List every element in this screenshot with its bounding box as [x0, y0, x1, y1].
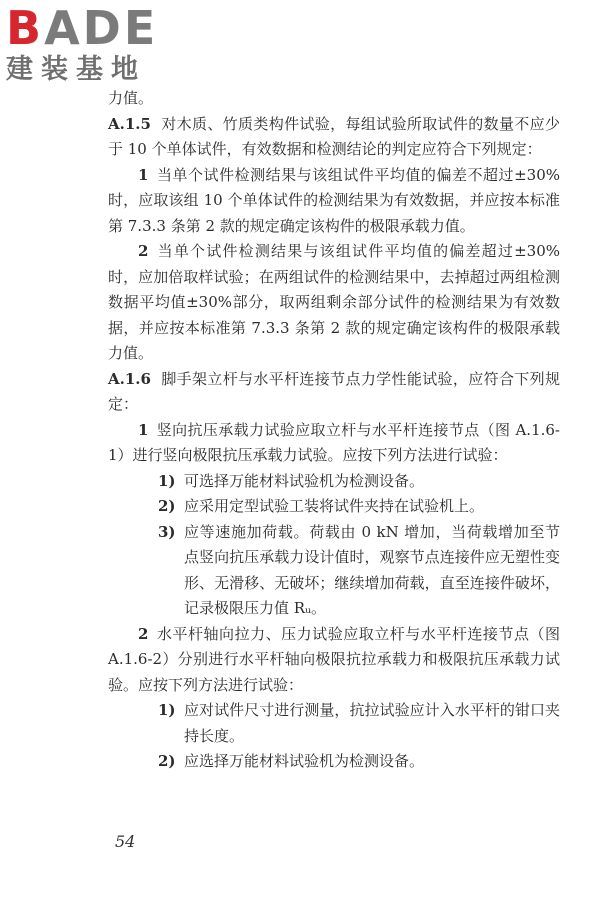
item-number: 2 — [138, 624, 149, 643]
sub-step — [108, 494, 560, 520]
logo-subtitle: 建装基地 — [6, 54, 146, 85]
item-text: 当单个试件检测结果与该组试件平均值的偏差不超过±30%时，应取该组 10 个单体试件的检测结果为有效数据，并应按本标准第 7.3.3 条第 2 款的规定确定该构件的极限承载力值。 — [108, 165, 560, 235]
step-marker: 1) — [158, 471, 176, 490]
clause-number: A.1.5 — [108, 114, 151, 133]
clause-number: A.1.6 — [108, 369, 151, 388]
item-text: 竖向抗压承载力试验应取立杆与水平杆连接节点（图 A.1.6-1）进行竖向极限抗压承载力试验。应按下列方法进行试验： — [108, 420, 560, 464]
item-text: 当单个试件检测结果与该组试件平均值的偏差超过±30%时，应加倍取样试验；在两组试件的检测结果中，去掉超过两组检测数据平均值±30%部分，取两组剩余部分试件的检测结果为有效数据，并应按本标准第 7.3.3 条第 2 款的规定确定该构件的极限承载力值。 — [108, 242, 560, 362]
clause-a-1-5 — [108, 112, 560, 163]
clause-item — [108, 163, 560, 240]
clause-text: 对木质、竹质类构件试验，每组试验所取试件的数量不应少于 10 个单体试件，有效数据和检测结论的判定应符合下列规定： — [108, 114, 560, 158]
item-number: 1 — [138, 165, 149, 184]
logo-accent-letter: B — [6, 1, 45, 55]
document-body — [108, 86, 560, 775]
step-text: 应采用定型试验工装将试件夹持在试验机上。 — [184, 497, 485, 515]
clause-text: 脚手架立杆与水平杆连接节点力学性能试验，应符合下列规定： — [108, 369, 560, 413]
clause-a-1-6 — [108, 367, 560, 418]
item-text: 水平杆轴向拉力、压力试验应取立杆与水平杆连接节点（图 A.1.6-2）分别进行水平杆轴向极限抗拉承载力和极限抗压承载力试验。应按下列方法进行试验： — [108, 624, 560, 694]
sub-step — [108, 698, 560, 749]
clause-item — [108, 418, 560, 469]
continued-line: 力值。 — [108, 89, 154, 107]
step-text: 应等速施加荷载。荷载由 0 kN 增加，当荷载增加至节点竖向抗压承载力设计值时，观察节点连接件应无塑性变形、无滑移、无破坏；继续增加荷载，直至连接件破坏，记录极限压力值 Rᵤ。 — [184, 522, 560, 617]
sub-step — [108, 520, 560, 622]
logo-word-rest: ADE — [44, 1, 159, 55]
page-number: 54 — [115, 832, 136, 851]
clause-item — [108, 239, 560, 367]
step-text: 应选择万能材料试验机为检测设备。 — [184, 752, 425, 770]
item-number: 1 — [138, 420, 149, 439]
step-marker: 2) — [158, 497, 176, 515]
sub-step — [108, 749, 560, 775]
step-marker: 1) — [158, 701, 176, 719]
logo-wordmark — [6, 1, 181, 55]
item-number: 2 — [138, 242, 149, 260]
clause-item — [108, 622, 560, 699]
step-marker: 2) — [158, 752, 176, 770]
step-text: 可选择万能材料试验机为检测设备。 — [184, 471, 425, 490]
bade-logo — [6, 1, 181, 86]
sub-step — [108, 469, 560, 495]
step-marker: 3) — [158, 522, 176, 541]
step-text: 应对试件尺寸进行测量，抗拉试验应计入水平杆的钳口夹持长度。 — [184, 701, 560, 745]
